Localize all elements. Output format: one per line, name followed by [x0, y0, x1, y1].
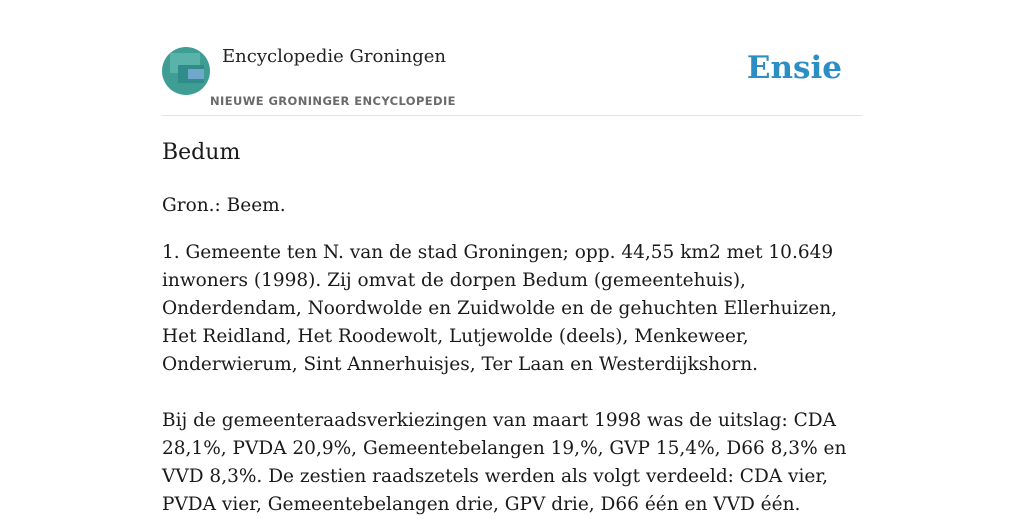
article-paragraph: 1. Gemeente ten N. van de stad Groningen; opp. 44,55 km2 met 10.649 inwoners (1998). Zij omvat de dorpen Bedum (gemeentehuis), Onderdendam, Noordwolde en Zuidwolde en de gehuchten Ellerhuizen, Het Reidland, Het Roodewolt, Lutjewolde (deels), Menkeweer, Onderwierum, Sint Annerhuisjes, Ter Laan en Westerdijkshorn. — [162, 242, 837, 375]
article-title: Bedum — [162, 140, 241, 165]
site-avatar[interactable] — [162, 47, 210, 95]
article-paragraph: Gron.: Beem. — [162, 195, 286, 216]
page — [162, 0, 862, 515]
site-title[interactable]: Encyclopedie Groningen — [222, 46, 447, 67]
site-header — [162, 0, 862, 116]
site-subtitle: NIEUWE GRONINGER ENCYCLOPEDIE — [210, 94, 456, 108]
brand-logo[interactable]: Ensie — [746, 50, 842, 86]
avatar-image-shape — [188, 69, 204, 79]
article-paragraph: Bij de gemeenteraadsverkiezingen van maart 1998 was de uitslag: CDA 28,1%, PVDA 20,9%, Gemeentebelangen 19,%, GVP 15,4%, D66 8,3% en VVD 8,3%. De zestien raadszetels werden als volgt verdeeld: CDA vier, PVDA vier, Gemeentebelangen drie, GPV drie, D66 één en VVD één. — [162, 410, 847, 515]
